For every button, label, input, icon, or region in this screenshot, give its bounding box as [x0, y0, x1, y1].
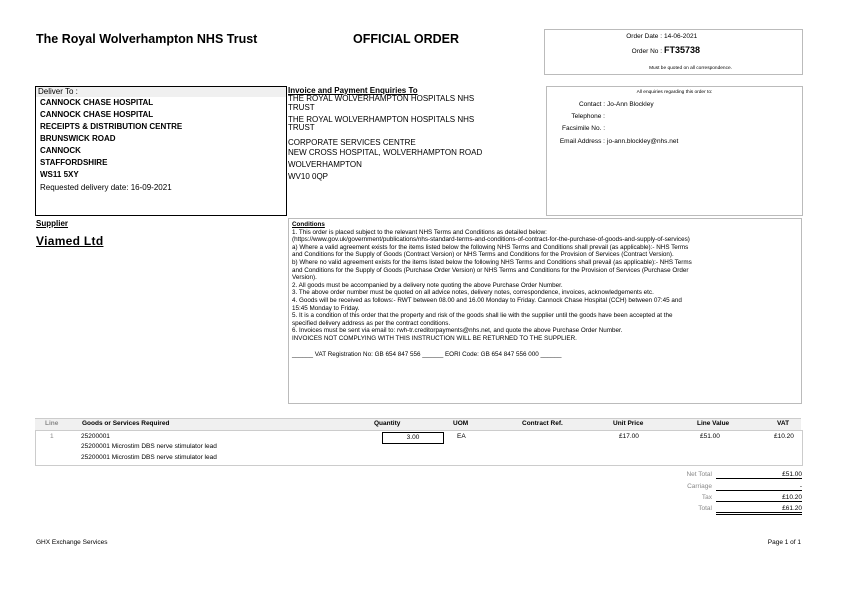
condition-line: and Conditions for the Supply of Goods (Contract Version) or NHS Terms and Conditions for the Provision of Services (Contract Version).: [292, 251, 674, 259]
condition-line: (https://www.gov.uk/government/publications/nhs-standard-terms-and-conditions-of-contract-for-the-purchase-of-goods-and-supply-of-services): [292, 236, 690, 244]
row-unit-price: £17.00: [619, 433, 639, 440]
condition-line: 4. Goods will be received as follows:- RWT between 08.00 and 16.00 Monday to Friday. Cannock Chase Hospital (CCH) between 07:45 and: [292, 296, 682, 304]
organisation-name: The Royal Wolverhampton NHS Trust: [36, 32, 258, 46]
deliver-address-line: WS11 5XY: [40, 170, 79, 179]
condition-line: 15:45 Monday to Friday.: [292, 304, 360, 312]
row-item-code: 25200001: [81, 433, 110, 440]
invoice-address-line: WV10 0QP: [288, 172, 329, 181]
invoice-address-line: WOLVERHAMPTON: [288, 160, 362, 169]
deliver-to-box: [35, 86, 287, 216]
contact-label: Contact :: [578, 101, 605, 108]
row-quantity: 3.00: [382, 432, 444, 444]
telephone-label: Telephone :: [571, 113, 605, 120]
row-description: 25200001 Microstim DBS nerve stimulator lead: [81, 454, 217, 461]
order-no-note: Must be quoted on all correspondence.: [649, 66, 732, 71]
condition-line: 1. This order is placed subject to the relevant NHS Terms and Conditions as detailed below:: [292, 228, 547, 236]
page-number: Page 1 of 1: [767, 539, 801, 546]
invoice-address-line: TRUST: [288, 102, 315, 112]
header-unit-price: Unit Price: [613, 420, 644, 427]
header-vat: VAT: [777, 420, 790, 427]
condition-line: 3. The above order number must be quoted on all advice notes, delivery notes, correspondence, invoices, acknowledgements etc.: [292, 289, 654, 297]
row-line-number: 1: [50, 433, 54, 440]
vat-registration-line: ______ VAT Registration No: GB 654 847 556 ______ EORI Code: GB 654 847 556 000 ______: [292, 350, 562, 358]
order-no-value: FT35738: [664, 45, 701, 55]
invoice-address-line: CORPORATE SERVICES CENTRE: [288, 137, 416, 147]
header-contract-ref: Contract Ref.: [522, 420, 563, 427]
header-line-value: Line Value: [697, 420, 730, 427]
conditions-box: [288, 218, 802, 404]
fax-label: Facsimile No. :: [562, 125, 605, 132]
deliver-address-line: BRUNSWICK ROAD: [40, 134, 116, 143]
condition-line: b) Where no valid agreement exists for the items listed below the following NHS Terms and Conditions shall prevail (as applicable):- NHS Terms: [292, 258, 692, 266]
total-label: Total: [698, 505, 712, 512]
deliver-address-line: STAFFORDSHIRE: [40, 158, 108, 167]
header-uom: UOM: [453, 420, 469, 427]
invoice-address-line: THE ROYAL WOLVERHAMPTON HOSPITALS NHS: [288, 94, 475, 103]
invoice-address-line: THE ROYAL WOLVERHAMPTON HOSPITALS NHS: [288, 114, 475, 124]
supplier-label: Supplier: [36, 219, 69, 228]
header-quantity: Quantity: [374, 420, 401, 427]
order-info-box: [544, 29, 803, 75]
contact-note: All enquiries regarding this order to:: [636, 90, 713, 95]
invoice-enquiries-label: Invoice and Payment Enquiries To: [288, 86, 418, 95]
tax-value: £10.20: [716, 494, 802, 502]
supplier-name: Viamed Ltd: [36, 234, 104, 248]
condition-line: Version).: [292, 274, 317, 282]
condition-line: 6. Invoices must be sent via email to: rwh-tr.creditorpayments@nhs.net, and quote the above Purchase Order Number.: [292, 327, 623, 335]
condition-line: 5. It is a condition of this order that the property and risk of the goods shall lie with the supplier until the goods have been accepted at the: [292, 312, 673, 320]
row-uom: EA: [457, 433, 466, 440]
net-total-value: £51.00: [716, 471, 802, 479]
order-date-label: Order Date :: [626, 33, 662, 40]
invoice-enquiries-box: [288, 86, 544, 214]
footer-provider: GHX Exchange Services: [36, 539, 108, 546]
email-label: Email Address :: [559, 138, 605, 145]
order-no-label: Order No :: [631, 48, 662, 55]
total-value: £61.20: [716, 505, 802, 515]
requested-delivery-date: Requested delivery date: 16-09-2021: [40, 183, 172, 192]
condition-line: INVOICES NOT COMPLYING WITH THIS INSTRUCTION WILL BE RETURNED TO THE SUPPLIER.: [292, 334, 577, 342]
invoice-address-line: NEW CROSS HOSPITAL, WOLVERHAMPTON ROAD: [288, 148, 483, 157]
table-row: [35, 430, 803, 466]
contact-box: [546, 86, 803, 216]
carriage-label: Carriage: [687, 483, 712, 490]
condition-line: specified delivery address as per the contract conditions.: [292, 319, 451, 327]
conditions-title: Conditions: [292, 221, 325, 228]
header-line: Line: [45, 420, 59, 427]
net-total-label: Net Total: [686, 471, 712, 478]
deliver-to-label: Deliver To :: [36, 87, 286, 97]
row-vat: £10.20: [774, 433, 794, 440]
email-value: jo-ann.blockley@nhs.net: [607, 138, 679, 145]
deliver-address-line: CANNOCK CHASE HOSPITAL: [40, 98, 154, 107]
contact-value: Jo-Ann Blockley: [607, 101, 654, 108]
condition-line: a) Where a valid agreement exists for the items listed below the following NHS Terms and Conditions shall prevail (as applicable):- NHS Terms: [292, 243, 689, 251]
condition-line: and Conditions for the Supply of Goods (Purchase Order Version) or NHS Terms and Conditions for the Provision of Services (Purchase Order: [292, 266, 689, 274]
tax-label: Tax: [701, 494, 712, 501]
document-title: OFFICIAL ORDER: [353, 32, 460, 46]
order-date-value: 14-06-2021: [664, 33, 698, 40]
deliver-address-line: RECEIPTS & DISTRIBUTION CENTRE: [40, 122, 183, 131]
deliver-address-line: CANNOCK: [40, 146, 81, 155]
row-description: 25200001 Microstim DBS nerve stimulator lead: [81, 443, 217, 450]
condition-line: 2. All goods must be accompanied by a delivery note quoting the above Purchase Order Number.: [292, 281, 563, 289]
header-goods: Goods or Services Required: [82, 420, 170, 427]
deliver-address-line: CANNOCK CHASE HOSPITAL: [40, 110, 154, 119]
order-table-header: [35, 418, 801, 430]
row-line-value: £51.00: [700, 433, 720, 440]
invoice-address-line: TRUST: [288, 123, 315, 132]
carriage-value: -: [716, 483, 802, 491]
